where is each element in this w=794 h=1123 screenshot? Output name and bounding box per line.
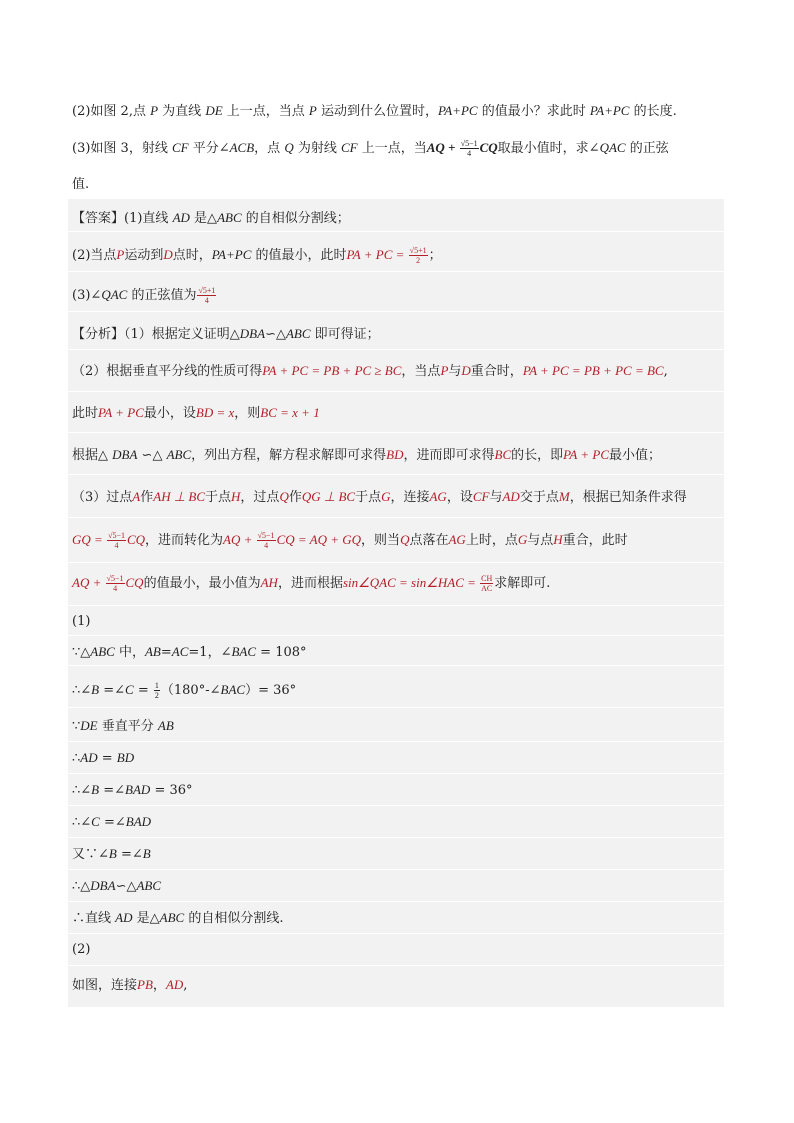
text: ，点	[254, 141, 285, 156]
var: BAD	[125, 782, 151, 797]
fraction-denominator: 4	[204, 296, 209, 305]
text: 是△	[132, 911, 160, 926]
var: D	[163, 247, 173, 262]
analysis-line-7	[72, 573, 550, 594]
text: ，进而即可求得	[403, 448, 495, 463]
text: 平分∠	[188, 141, 230, 156]
math: PA + PC	[563, 447, 610, 462]
text: ,	[663, 364, 668, 379]
var: M	[558, 489, 570, 504]
math: AQ +	[426, 140, 459, 155]
var: BAC	[220, 682, 246, 697]
text: 上时，点	[465, 533, 518, 548]
math: AG	[448, 532, 466, 547]
fraction-numerator: √5+1	[198, 286, 216, 295]
var: C	[125, 682, 134, 697]
text: 垂直平分	[97, 719, 158, 734]
var: ABC	[159, 910, 185, 925]
text: 于点	[205, 490, 232, 505]
text: ∴∠	[72, 783, 92, 798]
fraction-denominator: 2	[154, 691, 159, 700]
divider	[68, 311, 724, 312]
math: AH ⊥ BC	[153, 489, 206, 504]
text: 于点	[355, 490, 382, 505]
text: ，根据已知条件求得	[569, 490, 687, 505]
text: (3)∠	[72, 288, 102, 303]
math: BD	[386, 447, 404, 462]
var: AD	[115, 910, 133, 925]
divider	[68, 635, 724, 636]
var: P	[150, 103, 159, 118]
text: (1)直线	[124, 211, 173, 226]
text: 的值最小，最小值为	[143, 576, 261, 591]
text: 运动到	[124, 248, 164, 263]
math: PA + PC =	[346, 247, 408, 262]
text: 中，	[114, 645, 145, 660]
analysis-line-3	[72, 403, 320, 424]
fraction-denominator: 4	[114, 541, 119, 550]
text: =	[97, 751, 117, 766]
var: ABC	[285, 326, 311, 341]
text: 作	[140, 490, 154, 505]
fraction-denominator: 4	[264, 541, 269, 550]
question-part3	[72, 138, 669, 159]
math: CQ	[125, 575, 144, 590]
text: ，过点	[240, 490, 280, 505]
var: C	[91, 814, 100, 829]
proof-line	[72, 680, 296, 701]
divider	[68, 805, 724, 806]
var: A	[132, 489, 141, 504]
fraction-denominator: 4	[113, 584, 118, 593]
text: 是△	[189, 211, 218, 226]
var: AB	[144, 644, 161, 659]
text: （3）过点	[72, 490, 133, 505]
var: AD	[172, 210, 190, 225]
text: 的自相似分割线.	[184, 911, 284, 926]
analysis-line-4	[72, 445, 661, 466]
text: 的值最小？求此时	[477, 104, 590, 119]
text: ∴	[72, 751, 81, 766]
proof-line	[72, 780, 193, 801]
divider	[68, 869, 724, 870]
var: QAC	[599, 140, 626, 155]
proof-part2-heading	[72, 940, 90, 960]
var: Q	[284, 140, 294, 155]
text: 根据△	[72, 448, 113, 463]
var: B	[91, 682, 100, 697]
fraction-numerator: 1	[154, 681, 159, 690]
var: PA+PC	[438, 103, 478, 118]
math: AD	[165, 977, 184, 992]
math: PB	[137, 977, 153, 992]
var: DBA	[90, 878, 116, 893]
var: P	[308, 103, 317, 118]
text: =1，∠	[188, 645, 232, 660]
var: ACB	[229, 140, 255, 155]
divider	[68, 707, 724, 708]
divider	[68, 562, 724, 563]
answer-tag: 【答案】	[72, 211, 125, 226]
text: (2)当点	[72, 248, 117, 263]
math: PA + PC = PB + PC = BC	[522, 363, 664, 378]
fraction-numerator: CH	[481, 574, 493, 583]
divider	[68, 605, 724, 606]
fraction	[197, 286, 216, 305]
var: ABC	[166, 447, 192, 462]
divider	[68, 773, 724, 774]
fraction-numerator: √5−1	[257, 531, 275, 540]
fraction	[480, 574, 493, 593]
text: = 36°	[150, 783, 193, 798]
text: ∴∠	[72, 815, 92, 830]
text: 与	[489, 490, 503, 505]
math: AD	[502, 489, 520, 504]
var: B	[108, 846, 117, 861]
text: 的正弦值为	[127, 288, 197, 303]
text: 上一点，当	[357, 141, 427, 156]
text: =∠	[99, 815, 126, 830]
fraction-denominator: 2	[416, 256, 421, 265]
text: 作	[288, 490, 302, 505]
text: ；	[428, 248, 442, 263]
math: CQ = AQ + GQ	[276, 532, 362, 547]
math: sin∠QAC = sin∠HAC =	[342, 575, 480, 590]
var: Q	[279, 489, 289, 504]
math: BC = x + 1	[260, 405, 320, 420]
text: 求解即可.	[494, 576, 551, 591]
text: =∠	[116, 847, 143, 862]
text: 与	[448, 364, 462, 379]
math: CQ	[126, 532, 146, 547]
divider	[68, 391, 724, 392]
analysis-line-6	[72, 530, 628, 551]
text: 又∵∠	[72, 847, 109, 862]
text: （1）根据定义证明△	[124, 327, 240, 342]
var: PA+PC	[589, 103, 630, 118]
divider	[68, 231, 724, 232]
text: 最小，设	[143, 406, 196, 421]
var: G	[381, 489, 391, 504]
text: 如图，连接	[72, 978, 138, 993]
text: =	[133, 683, 153, 698]
var: B	[142, 846, 151, 861]
text: ∵	[72, 719, 81, 734]
var: BAC	[231, 644, 257, 659]
text: 交于点	[519, 490, 559, 505]
text: 为射线	[293, 141, 341, 156]
fraction	[257, 531, 276, 550]
var: H	[553, 532, 563, 547]
analysis-tag: 【分析】	[72, 327, 125, 342]
proof-line	[72, 876, 161, 897]
text: ∴△	[72, 879, 91, 894]
text: ，进而根据	[277, 576, 343, 591]
text: （2）根据垂直平分线的性质可得	[72, 364, 263, 379]
text: 取最小值时，求∠	[497, 141, 600, 156]
var: B	[91, 782, 100, 797]
text: 此时	[72, 406, 99, 421]
text: 点落在	[409, 533, 449, 548]
var: BAD	[125, 814, 152, 829]
text: 点时，	[172, 248, 212, 263]
text: 运动到什么位置时，	[316, 104, 439, 119]
text: =∠	[99, 783, 126, 798]
text: 上一点，当点	[222, 104, 309, 119]
var: DE	[80, 718, 98, 733]
text: =	[160, 645, 172, 660]
var: DBA	[239, 326, 266, 341]
math: AH	[260, 575, 278, 590]
math: PA + PC	[98, 405, 144, 420]
text: ，当点	[401, 364, 441, 379]
text: 的正弦	[625, 141, 669, 156]
math: AG	[429, 489, 447, 504]
math: GQ =	[72, 532, 107, 547]
question-part2	[72, 101, 677, 122]
divider	[68, 432, 724, 433]
text: ∽△	[265, 327, 286, 342]
fraction-numerator: √5−1	[106, 574, 124, 583]
var: DE	[205, 103, 223, 118]
var: Q	[400, 532, 410, 547]
answer-line-1	[72, 208, 350, 229]
var: AD	[80, 750, 98, 765]
text: = 108°	[256, 645, 307, 660]
text: ，设	[446, 490, 473, 505]
proof-line	[72, 716, 174, 737]
proof-part1-heading	[72, 612, 90, 632]
text: 重合，此时	[562, 533, 628, 548]
text: ∽△	[115, 879, 137, 894]
text: (2)	[72, 942, 91, 957]
divider	[68, 901, 724, 902]
fraction-numerator: √5−1	[460, 139, 478, 148]
text: 为直线	[158, 104, 206, 119]
divider	[68, 837, 724, 838]
fraction-numerator: √5−1	[108, 531, 125, 540]
var: P	[116, 247, 125, 262]
math: CF	[472, 489, 490, 504]
divider	[68, 271, 724, 272]
text: ，进而转化为	[145, 533, 224, 548]
fraction	[409, 246, 428, 265]
var: DBA	[112, 447, 138, 462]
var: H	[231, 489, 241, 504]
text: 的长度.	[629, 104, 677, 119]
text: ，则	[234, 406, 261, 421]
proof-line	[72, 748, 134, 769]
text: 与点	[527, 533, 554, 548]
text: 值.	[72, 177, 90, 192]
math: PA + PC = PB + PC ≥ BC	[262, 363, 402, 378]
question-part3-cont	[72, 175, 89, 195]
proof-line	[72, 642, 307, 663]
divider	[68, 965, 724, 966]
fraction	[460, 139, 479, 158]
text: ）= 36°	[245, 683, 297, 698]
var: ABC	[217, 210, 242, 225]
fraction-numerator: √5+1	[409, 246, 427, 255]
var: D	[461, 363, 471, 378]
var: AB	[157, 718, 174, 733]
text: 的自相似分割线；	[241, 211, 350, 226]
var: ABC	[136, 878, 162, 893]
fraction	[106, 574, 125, 593]
fraction-denominator: 4	[467, 149, 472, 158]
fraction-denominator: AC	[481, 584, 493, 593]
var: G	[517, 532, 528, 547]
text: （180°-∠	[160, 683, 221, 698]
math: QG ⊥ BC	[301, 489, 356, 504]
proof-line	[72, 975, 187, 996]
text: ∴直线	[72, 911, 116, 926]
text: (2)如图 2,点	[72, 104, 151, 119]
text: ，则当	[361, 533, 401, 548]
analysis-line-2	[72, 361, 668, 382]
math: AQ +	[223, 532, 256, 547]
fraction	[154, 681, 160, 700]
math: BC	[494, 447, 512, 462]
divider	[68, 349, 724, 350]
var: P	[440, 363, 449, 378]
var: PA+PC	[211, 247, 252, 262]
var: CF	[340, 140, 358, 155]
text: ,	[183, 978, 188, 993]
text: 即可得证；	[310, 327, 380, 342]
text: ，连接	[390, 490, 430, 505]
text: 的长，即	[511, 448, 564, 463]
math: CQ	[479, 140, 498, 155]
text: ∽△	[137, 448, 167, 463]
var: AC	[171, 644, 189, 659]
text: 重合时，	[470, 364, 523, 379]
text: ，列出方程，解方程求解即可求得	[191, 448, 387, 463]
text: ∴∠	[72, 683, 92, 698]
text: =∠	[99, 683, 126, 698]
text: 最小值；	[609, 448, 662, 463]
answer-line-3	[72, 285, 217, 306]
divider	[68, 517, 724, 518]
proof-line	[72, 844, 151, 865]
proof-line	[72, 812, 151, 833]
proof-line	[72, 908, 283, 929]
text: (1)	[72, 614, 91, 629]
var: BD	[116, 750, 135, 765]
divider	[68, 741, 724, 742]
var: ABC	[90, 644, 115, 659]
text: (3)如图 3，射线	[72, 141, 172, 156]
math: AQ +	[72, 575, 105, 590]
var: CF	[171, 140, 189, 155]
fraction	[107, 531, 126, 550]
answer-line-2	[72, 245, 442, 266]
text: 的值最小，此时	[251, 248, 347, 263]
analysis-line-5	[72, 487, 687, 508]
solution-panel	[68, 199, 724, 1007]
analysis-line-1	[72, 324, 380, 345]
divider	[68, 665, 724, 666]
math: BD = x	[195, 405, 235, 420]
divider	[68, 474, 724, 475]
text: ，	[152, 978, 166, 993]
var: QAC	[101, 287, 128, 302]
text: ∵△	[72, 645, 91, 660]
divider	[68, 933, 724, 934]
